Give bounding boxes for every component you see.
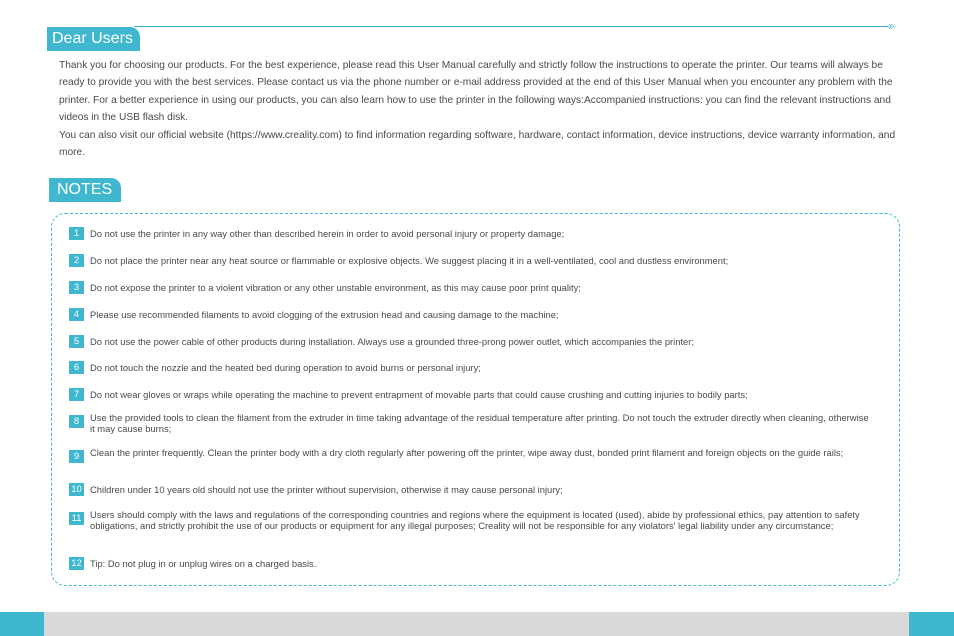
- note-number-badge: 1: [69, 227, 84, 240]
- arrow-icon: ›: [890, 18, 893, 33]
- note-item: [69, 254, 869, 266]
- note-item: [69, 557, 869, 569]
- intro-paragraph: You can also visit our official website (https://www.creality.com) to find information regarding software, hardware, contact information, device instructions, device warranty information, and more.: [59, 129, 896, 159]
- footer-accent-right: [909, 612, 954, 636]
- note-text: Do not expose the printer to a violent vibration or any other unstable environment, as this may cause poor print quality;: [90, 282, 581, 293]
- note-item: [69, 308, 869, 320]
- note-item: [69, 361, 869, 373]
- note-item: [69, 411, 869, 435]
- intro-paragraph: Thank you for choosing our products. For the best experience, please read this User Manual carefully and strictly follow the instructions to operate the printer. Our teams will always be ready to provide you with the best services. Please contact us via the phone number or e-mail address provided at the end of this User Manual when you encounter any problem with the printer. For a better experience in using our products, you can also learn how to use the printer in the following ways:Accompanied instructions: you can find the relevant instructions and videos in the USB flash disk.: [59, 60, 893, 124]
- note-number-badge: 7: [69, 388, 84, 401]
- note-text: Do not use the printer in any way other than described herein in order to avoid personal injury or property damage;: [90, 228, 565, 239]
- footer-bar: [0, 612, 954, 636]
- note-text: Do not touch the nozzle and the heated bed during operation to avoid burns or personal injury;: [90, 362, 481, 373]
- notes-heading: NOTES: [49, 178, 121, 202]
- note-text: Do not place the printer near any heat source or flammable or explosive objects. We suggest placing it in a well-ventilated, cool and dustless environment;: [90, 255, 729, 266]
- arrow-icon: ›: [888, 18, 891, 33]
- note-number-badge: 6: [69, 361, 84, 374]
- intro-text: [59, 57, 909, 161]
- note-number-badge: 11: [69, 512, 84, 525]
- note-number-badge: 12: [69, 557, 84, 570]
- note-text: Tip: Do not plug in or unplug wires on a charged basis.: [90, 558, 317, 569]
- note-text: Do not use the power cable of other products during installation. Always use a grounded three-prong power outlet, which accompanies the printer;: [90, 336, 694, 347]
- header-arrows-icon: [888, 18, 895, 34]
- note-text: Clean the printer frequently. Clean the printer body with a dry cloth regularly after powering off the printer, wipe away dust, bonded print filament and foreign objects on the guide rails;: [90, 447, 844, 458]
- note-item: [69, 388, 869, 400]
- note-number-badge: 8: [69, 415, 84, 428]
- footer-accent-left: [0, 612, 44, 636]
- note-item: [69, 281, 869, 293]
- note-item: [69, 508, 869, 532]
- note-item: [69, 335, 869, 347]
- note-number-badge: 2: [69, 254, 84, 267]
- note-text: Please use recommended filaments to avoid clogging of the extrusion head and causing damage to the machine;: [90, 309, 559, 320]
- note-text: Do not wear gloves or wraps while operating the machine to prevent entrapment of movable parts that could cause crushing and cutting injuries to bodily parts;: [90, 389, 748, 400]
- note-number-badge: 3: [69, 281, 84, 294]
- note-number-badge: 5: [69, 335, 84, 348]
- arrow-icon: ›: [892, 18, 896, 33]
- note-number-badge: 9: [69, 450, 84, 463]
- note-text: Use the provided tools to clean the filament from the extruder in time taking advantage of the residual temperature after printing. Do not touch the extruder directly when cleaning, otherwise it may cause burns;: [90, 412, 869, 435]
- note-number-badge: 10: [69, 483, 84, 496]
- header-rule: [134, 26, 889, 27]
- note-text: Children under 10 years old should not use the printer without supervision, otherwise it may cause personal injury;: [90, 484, 563, 495]
- dear-users-heading: Dear Users: [47, 27, 140, 51]
- note-item: [69, 446, 869, 462]
- note-number-badge: 4: [69, 308, 84, 321]
- note-text: Users should comply with the laws and regulations of the corresponding countries and regions where the equipment is located (used), abide by professional ethics, pay attention to safety obligations, and strictly prohibit the use of our products or equipment for any illegal purposes; Creality will not be responsible for any violators' legal liability under any circumstance;: [90, 509, 860, 532]
- note-item: [69, 227, 869, 239]
- note-item: [69, 483, 869, 495]
